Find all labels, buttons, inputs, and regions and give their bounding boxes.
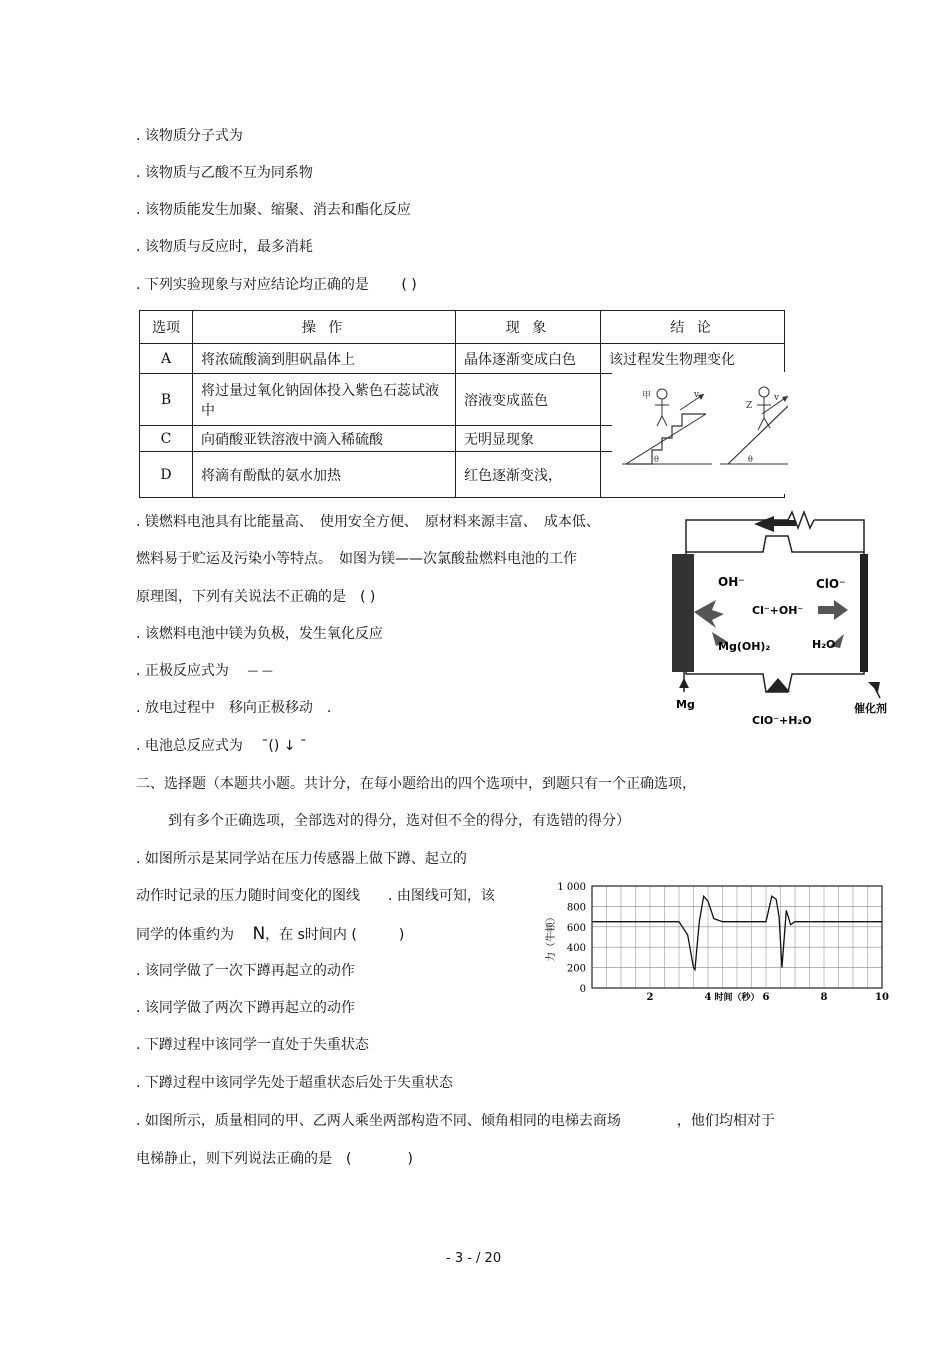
force-option-a: . 该同学做了一次下蹲再起立的动作 [136, 963, 355, 979]
table-header-row [140, 311, 785, 344]
row-operation: 将滴有酚酞的氨水加热 [193, 452, 456, 498]
row-phenomenon: 溶液变成蓝色 [456, 374, 601, 426]
mg-label: Mg [676, 698, 695, 711]
x-tick-label: 10 [875, 992, 889, 1003]
y-tick-label: 400 [566, 943, 586, 955]
y-tick-label: 600 [566, 922, 586, 934]
force-stem-2: 动作时记录的压力随时间变化的图线 . 由图线可知，该 [136, 888, 495, 904]
stem-text: 同学的体重约为 [136, 927, 234, 943]
x-tick-label: 2 [646, 992, 654, 1003]
option-text: . 电池总反应式为 [136, 738, 243, 754]
elevator-stem-1: . 如图所示，质量相同的甲、乙两人乘坐两部构造不同、倾角相同的电梯去商场 ，他们均相对于 [136, 1113, 775, 1129]
prev-option-c: . 该物质能发生加聚、缩聚、消去和酯化反应 [136, 202, 411, 218]
row-phenomenon: 红色逐渐变浅， [456, 452, 601, 498]
row-operation: 将浓硫酸滴到胆矾晶体上 [193, 344, 456, 374]
x-tick-label: 8 [820, 992, 828, 1003]
header-operation: 操 作 [193, 311, 456, 344]
battery-stem-3: 原理图，下列有关说法不正确的是 ( ) [136, 589, 376, 605]
v-label-2: v [774, 393, 780, 403]
table-question-stem [136, 276, 417, 294]
force-option-c: . 下蹲过程中该同学一直处于失重状态 [136, 1037, 369, 1053]
row-option: B [140, 374, 193, 426]
section-title: 二、选择题（本题共小题。共计分，在每小题给出的四个选项中，到题只有一个正确选项， [136, 776, 696, 792]
row-option: C [140, 426, 193, 452]
jia-label: 甲 [642, 391, 652, 401]
h2o-label: H₂O [812, 638, 836, 651]
header-phenomenon: 现 象 [456, 311, 601, 344]
y-tick-label: 200 [566, 963, 586, 975]
page-number: - 3 - / 20 [446, 1251, 502, 1266]
row-option: A [140, 344, 193, 374]
battery-option-a: . 该燃料电池中镁为负极，发生氧化反应 [136, 626, 383, 642]
option-text: . 放电过程中 移向正极移动 . [136, 700, 332, 716]
answer-paren: ( ) [401, 277, 417, 293]
battery-option-b [136, 662, 273, 680]
stem-mid: ，在 [265, 927, 294, 943]
header-option: 选项 [140, 311, 193, 344]
cl-oh-label: Cl⁻+OH⁻ [752, 604, 804, 617]
prev-option-b: . 该物质与乙酸不互为同系物 [136, 165, 313, 181]
stem-end: 时间内 ( ) [304, 927, 405, 943]
formula-mark: ¯() ↓ ¯ [261, 738, 307, 754]
mgoh2-label: Mg(OH)₂ [718, 640, 771, 653]
yi-label: Z [746, 401, 753, 411]
table-row [140, 344, 785, 374]
stem-text: . 下列实验现象与对应结论均正确的是 [136, 277, 369, 293]
formula-mark: — — [247, 664, 273, 677]
force-stem-1: . 如图所示是某同学站在压力传感器上做下蹲、起立的 [136, 851, 467, 867]
force-option-b: . 该同学做了两次下蹲再起立的动作 [136, 1000, 355, 1016]
row-operation: 向硝酸亚铁溶液中滴入稀硫酸 [193, 426, 456, 452]
prev-option-d: . 该物质与反应时，最多消耗 [136, 239, 313, 255]
force-option-d: . 下蹲过程中该同学先处于超重状态后处于失重状态 [136, 1075, 453, 1091]
elevator-stem-2: 电梯静止，则下列说法正确的是 ( ) [136, 1151, 413, 1167]
unit-s: s [297, 927, 305, 943]
clo-label: ClO⁻ [816, 577, 846, 591]
y-tick-label: 1 000 [557, 882, 586, 893]
y-tick-label: 0 [579, 984, 586, 995]
row-phenomenon: 晶体逐渐变成白色 [456, 344, 601, 374]
option-text: . 正极反应式为 [136, 663, 229, 679]
battery-stem-2: 燃料易于贮运及污染小等特点。 如图为镁——次氯酸盐燃料电池的工作 [136, 551, 577, 567]
prev-option-a: . 该物质分子式为 [136, 128, 243, 144]
force-stem-3 [136, 925, 404, 944]
y-tick-label: 800 [566, 902, 586, 914]
theta-label-1: θ [654, 455, 659, 464]
force-time-chart [540, 876, 900, 1006]
header-conclusion: 结 论 [601, 311, 785, 344]
section-subtitle: 到有多个正确选项，全部选对的得分，选对但不全的得分，有选错的得分） [168, 813, 630, 829]
oh-label: OH⁻ [718, 575, 745, 589]
row-conclusion: 该过程发生物理变化 [601, 344, 785, 374]
row-option: D [140, 452, 193, 498]
x-tick-label: 4 [704, 992, 712, 1003]
row-operation: 将过量过氧化钠固体投入紫色石蕊试液中 [193, 374, 456, 426]
elevator-figure [612, 372, 788, 494]
battery-option-d [136, 737, 307, 755]
theta-label-2: θ [748, 455, 753, 464]
x-axis-label: 时间（秒） [714, 993, 760, 1003]
battery-diagram [668, 502, 900, 734]
row-phenomenon: 无明显现象 [456, 426, 601, 452]
y-axis-label: 力（牛顿） [546, 912, 557, 962]
v-label-1: v [694, 390, 700, 400]
x-tick-label: 6 [762, 992, 770, 1003]
battery-option-c [136, 699, 331, 717]
unit-n: N [252, 924, 266, 944]
catalyst-label: 催化剂 [854, 702, 887, 715]
battery-stem-1: . 镁燃料电池具有比能量高、 使用安全方便、 原材料来源丰富、 成本低、 [136, 514, 600, 530]
clo-h2o-label: ClO⁻+H₂O [752, 714, 812, 727]
